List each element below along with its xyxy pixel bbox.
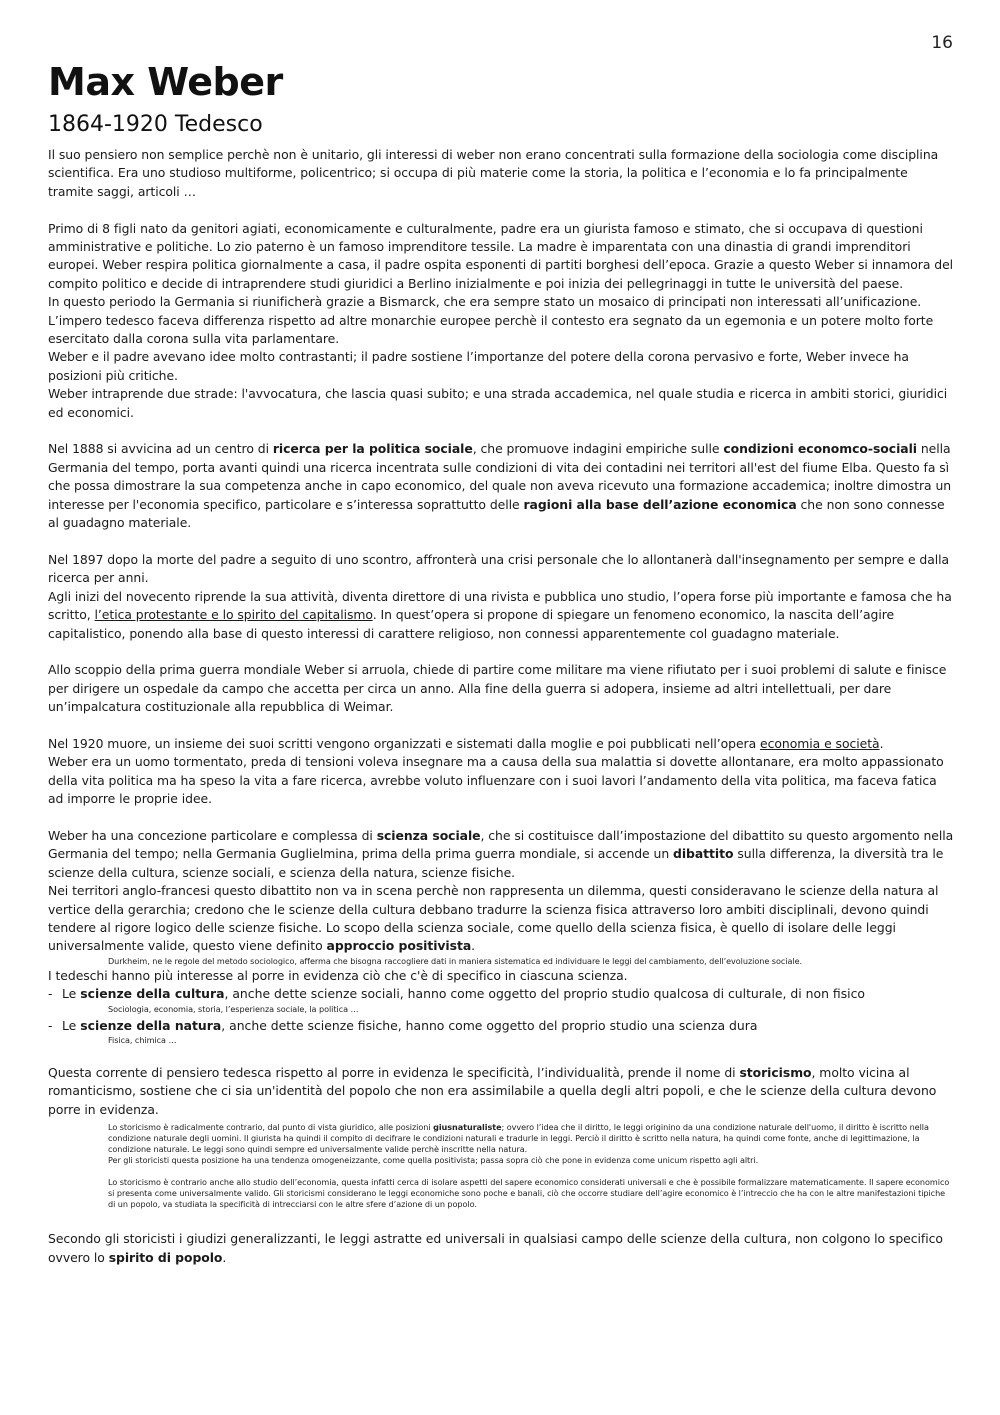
paragraph-1888: Nel 1888 si avvicina ad un centro di ricerca per la politica sociale, che promuove indagini empiriche sulle condizioni economco-sociali nella Germania del tempo, porta avanti quindi una ricerca incentrata sulle condizioni di vita dei contadini nei territori all'est del fiume Elba. Questo fa sì che possa dimostrare la sua competenza anche in capo economico, del quale non aveva ricevuto una formazione accademica; inoltre dimostra un interesse per l'economia specifico, particolare e s’interessa soprattutto delle ragioni alla base dell’azione economica che non sono connesse al guadagno materiale. xyxy=(48,441,952,531)
paragraph-biography: Primo di 8 figli nato da genitori agiati, economicamente e culturalmente, padre era un giurista famoso e stimato, che si occupava di questioni amministrative e politiche. Lo zio paterno è un famoso imprenditore tessile. La madre è imparentata con una dinastia di grandi imprenditori europei. Weber respira politica giornalmente a casa, il padre ospita esponenti di partiti borghesi dell’epoca. Grazie a questo Weber si innamora del compito politico e decide di intraprendere studi giuridici a Berlino inizialmente e poi inizia dei pellegrinaggi in tutte le università del paese. xyxy=(48,220,954,291)
bold-term: scienza sociale xyxy=(376,827,481,843)
paragraph-paths: Weber intraprende due strade: l'avvocatura, che lascia quasi subito; e una strada accademica, nel quale studia e ricerca in ambiti storici, giuridici ed economici. xyxy=(48,386,948,420)
book-title: l’etica protestante e lo spirito del capitalismo xyxy=(94,607,373,623)
paragraph-positivism: Nei territori anglo-francesi questo dibattito non va in scena perchè non rappresenta un dilemma, questi consideravano le scienze della natura al vertice della gerarchia; credono che le scienze della cultura debbano tradurre la scienza fisica attraverso loro ambiti disciplinali, devono quindi tendere al rigore logico delle scienze fisiche. Lo scopo della scienza sociale, come quello della scienza fisica, è quello di isolare delle leggi universalmente valide, questo viene definito approccio positivista. xyxy=(48,883,939,954)
paragraph-1920: Nel 1920 muore, un insieme dei suoi scritti vengono organizzati e sistemati dalla moglie e poi pubblicati nell’opera economia e società. xyxy=(48,735,884,751)
list-item: - Le scienze della cultura, anche dette scienze sociali, hanno come oggetto del proprio studio qualcosa di culturale, di non fisico xyxy=(48,985,954,1003)
bold-term: ricerca per la politica sociale xyxy=(272,441,473,457)
paragraph-war: Allo scoppio della prima guerra mondiale Weber si arruola, chiede di partire come militare ma viene rifiutato per i suoi problemi di salute e finisce per dirigere un ospedale da campo che accetta per circa un anno. Alla fine della guerra si adopera, insieme ad altri intellettuali, per dare un’impalcatura costituzionale alla repubblica di Weimar. xyxy=(48,662,947,715)
list-item: - Le scienze della natura, anche dette scienze fisiche, hanno come oggetto del proprio studio una scienza dura xyxy=(48,1017,954,1035)
note-homogenizing: Per gli storicisti questa posizione ha una tendenza omogeneizzante, come quella positivista; passa sopra ciò che pone in evidenza come unicum rispetto agli altri. xyxy=(108,1155,759,1166)
bullet-dash: - xyxy=(48,986,53,1002)
page-subtitle: 1864-1920 Tedesco xyxy=(48,112,263,137)
paragraph-historicism: Questa corrente di pensiero tedesca rispetto al porre in evidenza le specificità, l’individualità, prende il nome di storicismo, molto vicina al romanticismo, sostiene che ci sia un'identità del popolo che non era assimilabile a quella degli altri popoli, e che le scienze della cultura devono porre in evidenza. xyxy=(48,1065,937,1117)
bold-term: spirito di popolo xyxy=(108,1249,223,1265)
paragraph-empire: L’impero tedesco faceva differenza rispetto ad altre monarchie europee perchè il contesto era segnato da un egemonia e un potere molto forte esercitato dalla corona sulla vita parlamentare. xyxy=(48,312,934,347)
bold-term: storicismo xyxy=(739,1065,812,1080)
paragraph-father: Weber e il padre avevano idee molto contrastanti; il padre sostiene l’importanze del potere della corona pervasivo e forte, Weber invece ha posizioni più critiche. xyxy=(48,349,909,383)
bold-term: giusnaturaliste xyxy=(433,1122,502,1133)
bold-term: scienze della natura xyxy=(80,1017,222,1033)
paragraph-intro: Il suo pensiero non semplice perchè non è unitario, gli interessi di weber non erano concentrati sulla formazione della sociologia come disciplina scientifica. Era uno studioso multiforme, policentrico; si occupa di più materie come la storia, la politica e l’economia e lo fa principalmente tramite saggi, articoli … xyxy=(48,147,939,199)
paragraph-germany: In questo periodo la Germania si riunificherà grazie a Bismarck, che era sempre stato un mosaico di principati non interessati all’unificazione. xyxy=(48,294,922,310)
paragraph-tormented: Weber era un uomo tormentato, preda di tensioni voleva insegnare ma a causa della sua malattia si dovette allontanare, era molto appassionato della vita politica ma ha speso la vita a fare ricerca, avrebbe voluto influenzare con i suoi lavori l’andamento della vita politica, ma faceva fatica ad imporre le proprie idee. xyxy=(48,754,944,807)
paragraph-germans: I tedeschi hanno più interesse al porre in evidenza ciò che c'è di specifico in ciascuna scienza. xyxy=(48,967,628,983)
document-body xyxy=(48,58,954,1267)
note-natural-law: Lo storicismo è radicalmente contrario, dal punto di vista giuridico, alle posizioni giusnaturaliste; ovvero l’idea che il diritto, le leggi originino da una condizione naturale dell'uomo, il diritto è iscritto nella condizione naturale degli uomini. Il giurista ha quindi il compito di decifrare le condizioni naturali e tradurle in leggi. Perciò il diritto è scritto nella natura, ha quindi come fonte, anche di legittimazione, la condizione naturale. Le leggi sono quindi sempre ed universalmente valide perchè inscritte nella natura. xyxy=(108,1122,929,1155)
bold-term: scienze della cultura xyxy=(80,986,225,1002)
paragraph-conclusion: Secondo gli storicisti i giudizi generalizzanti, le leggi astratte ed universali in qualsiasi campo delle scienze della cultura, non colgono lo specifico ovvero lo spirito di popolo. xyxy=(48,1231,943,1265)
bold-term: ragioni alla base dell’azione economica xyxy=(523,496,797,512)
page-number: 16 xyxy=(931,33,953,53)
page-title: Max Weber xyxy=(48,60,283,104)
bullet-dash: - xyxy=(48,1017,53,1033)
bold-term: dibattito xyxy=(673,846,734,862)
list-item-note: Sociologia, economia, storia, l’esperienza sociale, la politica … xyxy=(108,1003,359,1014)
note-economics: Lo storicismo è contrario anche allo studio dell’economia, questa infatti cerca di isolare aspetti del sapere economico considerati universali e che è possibile formalizzare matematicamente. Il sapere economico si presenta come universalmente valido. Gli storicismi considerano le leggi economiche sono poche e banali, ciò che occorre studiare dell’agire economico è l’intreccio che ha con le altre manifestazioni tipiche di un popolo, va studiata la specificità di intrecciarsi con le altre sfere d’azione di un popolo. xyxy=(108,1177,950,1210)
list-item-note: Fisica, chimica … xyxy=(108,1035,177,1045)
bold-term: approccio positivista xyxy=(326,938,472,954)
paragraph-1897: Nel 1897 dopo la morte del padre a seguito di uno scontro, affronterà una crisi personale che lo allontanerà dall'insegnamento per sempre e dalla ricerca per anni. xyxy=(48,551,950,586)
bold-term: condizioni economco-sociali xyxy=(723,441,917,457)
book-title: economia e società xyxy=(760,735,880,751)
paragraph-protestant-ethic: Agli inizi del novecento riprende la sua attività, diventa direttore di una rivista e pubblica uno studio, l’opera forse più importante e famosa che ha scritto, l’etica protestante e lo spirito del capitalismo. In quest’opera si propone di spiegare un fenomeno economico, la nascita dell’agire capitalistico, ponendo alla base di questo interessi di carattere religioso, non connessi apparentemente col guadagno materiale. xyxy=(48,588,952,641)
note-durkheim: Durkheim, ne le regole del metodo sociologico, afferma che bisogna raccogliere dati in maniera sistematica ed individuare le leggi del cambiamento, dell’evoluzione sociale. xyxy=(108,955,803,966)
paragraph-social-science: Weber ha una concezione particolare e complessa di scienza sociale, che si costituisce dall’impostazione del dibattito su questo argomento nella Germania del tempo; nella Germania Guglielmina, prima della prima guerra mondiale, si accende un dibattito sulla differenza, la diversità tra le scienze della cultura, scienze sociali, e scienza della natura, scienze fisiche. xyxy=(48,827,954,880)
